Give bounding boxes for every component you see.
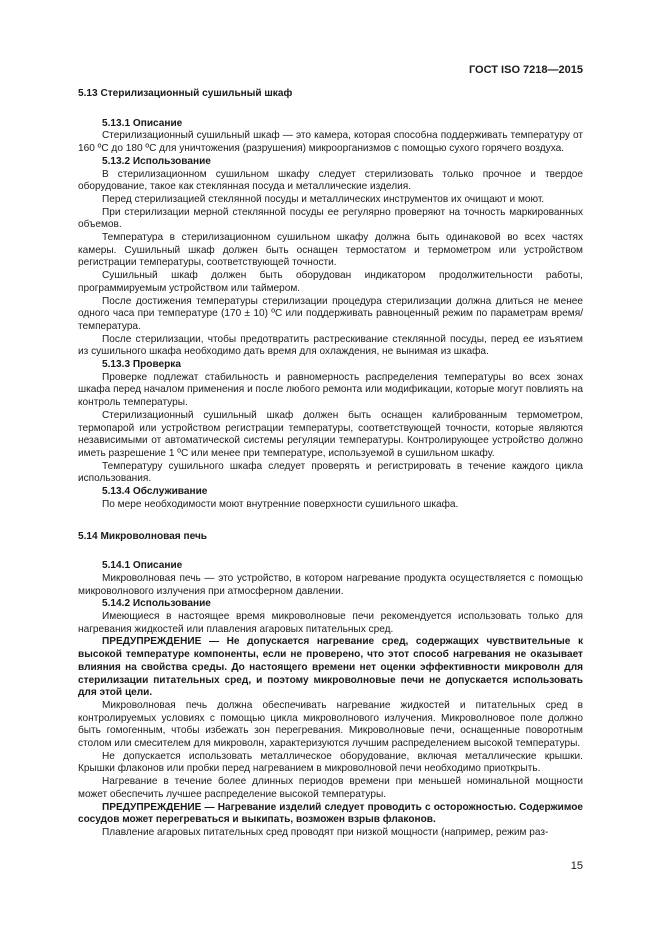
document-header: ГОСТ ISO 7218—2015 [468,64,583,76]
subsection-heading: 5.13.2 Использование [102,155,211,167]
subsection-heading: 5.13.3 Проверка [102,359,181,371]
subsection-heading: 5.13.1 Описание [102,117,183,129]
subsection-heading: 5.14.2 Использование [102,598,211,610]
paragraph: По мере необходимости моют внутренние поверхности сушильного шкафа. [102,498,459,510]
warning-paragraph: ПРЕДУПРЕЖДЕНИЕ — Нагревание изделий следует проводить с осторожностью. Содержимое сосудов может перегреваться и выкипать, возможен взрыв флаконов. [78,801,583,826]
section-heading: 5.13 Стерилизационный сушильный шкаф [78,88,293,99]
paragraph: Нагревание в течение более длинных периодов времени при меньшей номинальной мощности может обеспечить лучшее распределение высокой температуры. [78,776,583,800]
paragraph: После достижения температуры стерилизации процедура стерилизации должна длиться не менее одного часа при температуре (170 ± 10) ºC или поддерживать равноценный режим по параметрам время/температура. [78,295,583,332]
paragraph: Микроволновая печь — это устройство, в котором нагревание продукта осуществляется с помощью микроволнового излучения при атмосферном давлении. [78,572,583,597]
paragraph: Проверке подлежат стабильность и равномерность распределения температуры во всех зонах шкафа перед началом применения и после любого ремонта или модификации, которые могут повлиять на контроль температуры. [78,371,583,409]
paragraph: Стерилизационный сушильный шкаф — это камера, которая способна поддерживать температуру от 160 ºC до 180 ºC для уничтожения (разрушения) микроорганизмов с помощью сухого горячего воздуха. [78,130,583,155]
paragraph: Температуру сушильного шкафа следует проверять и регистрировать в течение каждого цикла использования. [78,460,583,485]
section-heading: 5.14 Микроволновая печь [78,530,208,542]
page-content [78,88,583,840]
paragraph: Имеющиеся в настоящее время микроволновые печи рекомендуется использовать только для нагревания жидкостей или плавления агаровых питательных сред. [78,611,583,635]
paragraph: После стерилизации, чтобы предотвратить растрескивание стеклянной посуды, перед ее изъятием из сушильного шкафа необходимо дать время для охлаждения, не вынимая из шкафа. [78,333,583,358]
paragraph: В стерилизационном сушильном шкафу следует стерилизовать только прочное и твердое оборудование, такое как стеклянная посуда и металлические изделия. [78,168,583,193]
paragraph: Не допускается использовать металлическое оборудование, включая металлические крышки. Крышки флаконов или пробки перед нагреванием в микроволновой печи необходимо приоткрыть. [78,750,583,775]
page-number: 15 [570,860,583,872]
paragraph: Перед стерилизацией стеклянной посуды и металлических инструментов их очищают и моют. [102,193,545,205]
subsection-heading: 5.14.1 Описание [102,560,183,572]
paragraph: Плавление агаровых питательных сред проводят при низкой мощности (например, режим раз- [102,826,549,838]
subsection-heading: 5.13.4 Обслуживание [102,486,208,498]
paragraph: Микроволновая печь должна обеспечивать нагревание жидкостей и питательных сред в контролируемых условиях с помощью цикла микроволнового излучения. Микроволновое поле должно быть гомогенным, чтобы избежать зон перегревания. Микроволновые печи, оснащенные поворотным столом или смесителем для микроволн, характеризуются лучшим распределением высокой температуры. [78,699,583,750]
paragraph: При стерилизации мерной стеклянной посуды ее регулярно проверяют на точность маркированных объемов. [78,206,583,231]
paragraph: Стерилизационный сушильный шкаф должен быть оснащен калиброванным термометром, термопарой или устройством регистрации температуры, соответствующей точности, которые являются независимыми от автоматической системы регуляции температуры. Контролирующее устройство должно иметь разрешение 1 ºC или менее при температуре, используемой в сушильном шкафу. [78,409,583,459]
paragraph: Температура в стерилизационном сушильном шкафу должна быть одинаковой во всех частях камеры. Сушильный шкаф должен быть оснащен термостатом и термометром или устройством регистрации температуры, соответствующей точности. [78,232,583,269]
paragraph: Сушильный шкаф должен быть оборудован индикатором продолжительности работы, программируемым устройством или таймером. [78,270,583,294]
warning-paragraph: ПРЕДУПРЕЖДЕНИЕ — Не допускается нагревание сред, содержащих чувствительные к высокой температуре компоненты, если не проверено, что этот способ нагревания не оказывает влияния на свойства среды. До настоящего времени нет оценки эффективности микроволн для стерилизации питательных сред, и поэтому микроволновые печи не допускается использовать для этой цели. [78,636,583,699]
